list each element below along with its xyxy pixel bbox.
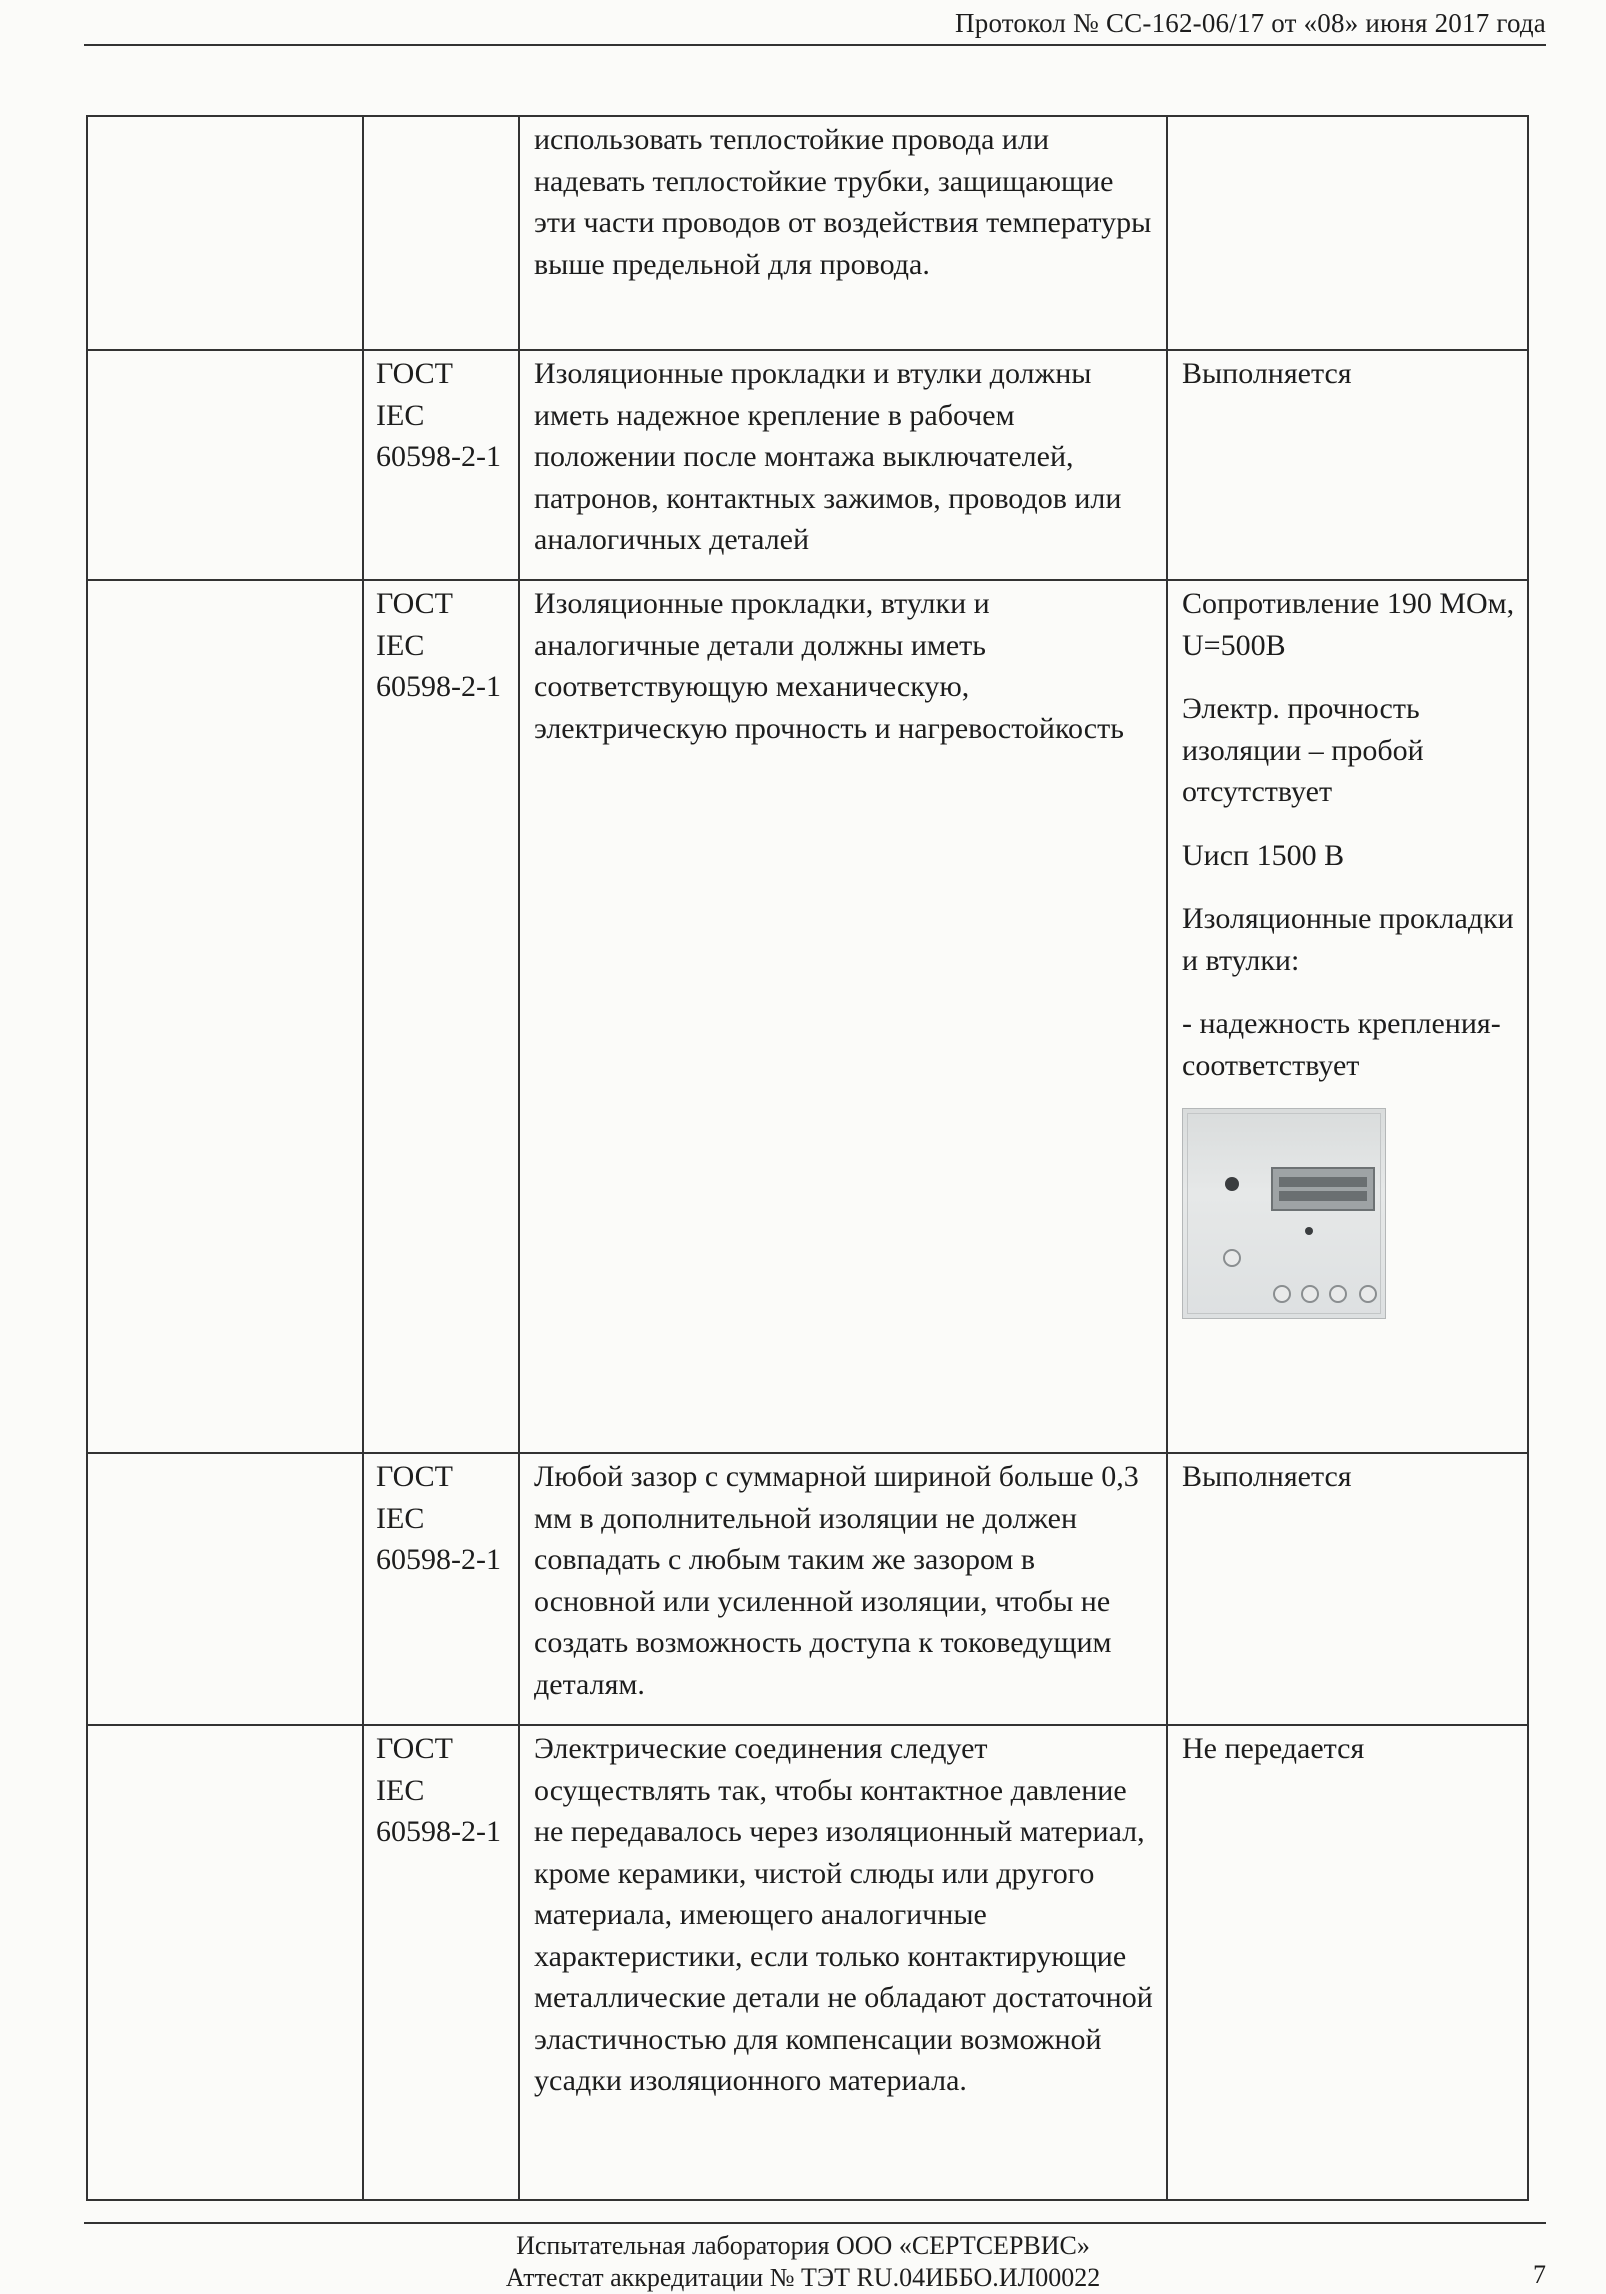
page-number: 7 (1533, 2260, 1546, 2289)
item-cell (87, 1453, 363, 1725)
item-cell (87, 1725, 363, 2200)
device-display (1271, 1167, 1375, 1211)
table-row (87, 580, 1528, 1453)
item-cell (87, 350, 363, 580)
result-cell (1167, 116, 1528, 350)
item-cell (87, 116, 363, 350)
result-text: Сопротивление 190 МОм, U=500В (1182, 587, 1515, 662)
standard-line: ГОСТ (376, 357, 453, 390)
requirement-cell: Любой зазор с суммарной шириной больше 0,3 мм в дополнительной изоляции не должен совпадать с любым таким же зазором в основной или усиленной изоляции, чтобы не создать возможность доступа к токоведущим деталям. (519, 1453, 1167, 1725)
standard-line: IEC (376, 1501, 425, 1535)
standard-line: 60598-2-1 (376, 670, 501, 703)
table-row (87, 350, 1528, 580)
result-text: Uисп 1500 В (1182, 838, 1345, 872)
standard-cell (363, 116, 519, 350)
requirement-cell: использовать теплостойкие провода или надевать теплостойкие трубки, защищающие эти части проводов от воздействия температуры выше предельной для провода. (519, 116, 1167, 350)
standard-line: IEC (376, 628, 425, 662)
standard-line: IEC (376, 1773, 425, 1807)
result-cell (1167, 580, 1528, 1453)
standard-cell (363, 1453, 519, 1725)
test-equipment-photo (1182, 1108, 1386, 1319)
table-row (87, 116, 1528, 350)
lab-name: Испытательная лаборатория ООО «СЕРТСЕРВИС» (516, 2231, 1090, 2260)
result-text: Не передается (1182, 1732, 1365, 1765)
protocol-header: Протокол № СС-162-06/17 от «08» июня 2017 года (955, 8, 1546, 38)
footer-rule (84, 2222, 1546, 2224)
standard-line: ГОСТ (376, 587, 453, 620)
standard-line: ГОСТ (376, 1732, 453, 1765)
standard-line: 60598-2-1 (376, 1815, 501, 1848)
standard-line: 60598-2-1 (376, 440, 501, 473)
standard-line: IEC (376, 398, 425, 432)
result-text: Изоляционные прокладки и втулки: (1182, 902, 1514, 977)
standard-line: 60598-2-1 (376, 1543, 501, 1576)
header-rule (84, 44, 1546, 46)
result-cell (1167, 1725, 1528, 2200)
accreditation-line: Аттестат аккредитации № ТЭТ RU.04ИББО.ИЛ00022 (505, 2263, 1101, 2292)
table-row (87, 1453, 1528, 1725)
result-text: - надежность крепления- соответствует (1182, 1007, 1501, 1082)
result-text: Выполняется (1182, 357, 1352, 390)
table-row (87, 1725, 1528, 2200)
result-cell (1167, 1453, 1528, 1725)
requirement-cell: Изоляционные прокладки и втулки должны иметь надежное крепление в рабочем положении после монтажа выключателей, патронов, контактных зажимов, проводов или аналогичных деталей (519, 350, 1167, 580)
standard-cell (363, 1725, 519, 2200)
standard-cell (363, 580, 519, 1453)
standard-line: ГОСТ (376, 1460, 453, 1493)
result-text: Выполняется (1182, 1460, 1352, 1493)
requirement-cell: Изоляционные прокладки, втулки и аналогичные детали должны иметь соответствующую механическую, электрическую прочность и нагревостойкость (519, 580, 1167, 1453)
result-text: Электр. прочность изоляции – пробой отсутствует (1182, 692, 1424, 808)
requirement-cell: Электрические соединения следует осуществлять так, чтобы контактное давление не передавалось через изоляционный материал, кроме керамики, чистой слюды или другого материала, имеющего аналогичные характеристики, если только контактирующие металлические детали не обладают достаточной эластичностью для компенсации возможной усадки изоляционного материала. (519, 1725, 1167, 2200)
requirements-table (86, 115, 1529, 2201)
standard-cell (363, 350, 519, 580)
result-cell (1167, 350, 1528, 580)
footer (0, 2230, 1606, 2294)
item-cell (87, 580, 363, 1453)
